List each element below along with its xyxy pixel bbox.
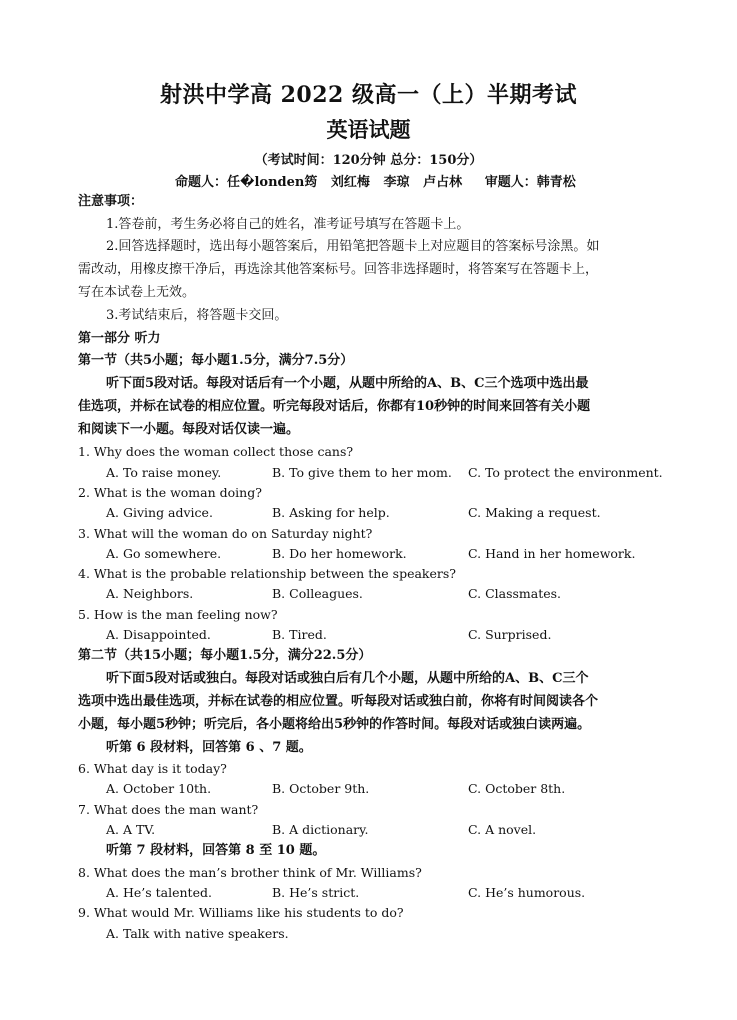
- question-7-option-c: C. A novel.: [468, 822, 537, 837]
- question-9: 9. What would Mr. Williams like his students to do?: [78, 905, 404, 920]
- question-5-option-c: C. Surprised.: [468, 627, 552, 642]
- section1-heading: 第一节（共5小题；每小题1.5分，满分7.5分）: [78, 353, 354, 368]
- notice-item-2-line-2: 需改动，用橡皮擦干净后，再选涂其他答案标号。回答非选择题时，将答案写在答题卡上，: [78, 262, 599, 277]
- question-6: 6. What day is it today?: [78, 761, 227, 776]
- question-4-option-a: A. Neighbors.: [106, 586, 194, 601]
- question-3-option-a: A. Go somewhere.: [106, 546, 222, 561]
- section2-instruction-line-1: 听下面5段对话或独白。每段对话或独白后有几个小题，从题中所给的A、B、C三个: [106, 671, 589, 686]
- notice-item-2-line-1: 2.回答选择题时，选出每小题答案后，用铅笔把答题卡上对应题目的答案标号涂黑。如: [106, 239, 600, 254]
- question-5-option-a: A. Disappointed.: [106, 627, 211, 642]
- question-4: 4. What is the probable relationship between the speakers?: [78, 566, 456, 581]
- exam-title: 射洪中学高 2022 级高一（上）半期考试: [159, 82, 578, 108]
- section1-instruction-line-2: 佳选项，并标在试卷的相应位置。听完每段对话后，你都有10秒钟的时间来回答有关小题: [78, 399, 591, 414]
- question-2-option-b: B. Asking for help.: [272, 505, 390, 520]
- question-7-option-b: B. A dictionary.: [272, 822, 369, 837]
- section2-instruction-line-2: 选项中选出最佳选项，并标在试卷的相应位置。听每段对话或独白前，你将有时间阅读各个: [78, 694, 599, 709]
- part1-heading: 第一部分 听力: [78, 331, 161, 346]
- question-2-option-a: A. Giving advice.: [106, 505, 213, 520]
- notice-item-2-line-3: 写在本试卷上无效。: [78, 285, 196, 300]
- section1-instruction-line-1: 听下面5段对话。每段对话后有一个小题，从题中所给的A、B、C三个选项中选出最: [106, 376, 589, 391]
- section2-heading: 第二节（共15小题；每小题1.5分，满分22.5分）: [78, 648, 372, 663]
- question-8-option-c: C. He’s humorous.: [468, 885, 586, 900]
- question-6-option-c: C. October 8th.: [468, 781, 566, 796]
- section1-instruction-line-3: 和阅读下一小题。每段对话仅读一遍。: [78, 422, 300, 437]
- question-1: 1. Why does the woman collect those cans?: [78, 444, 354, 459]
- question-3-option-b: B. Do her homework.: [272, 546, 407, 561]
- question-1-option-b: B. To give them to her mom.: [272, 465, 452, 480]
- exam-info: （考试时间：120分钟 总分：150分）: [254, 153, 483, 168]
- question-7: 7. What does the man want?: [78, 802, 259, 817]
- question-2-option-c: C. Making a request.: [468, 505, 601, 520]
- question-1-option-a: A. To raise money.: [106, 465, 222, 480]
- question-1-option-c: C. To protect the environment.: [468, 465, 663, 480]
- question-8-option-b: B. He’s strict.: [272, 885, 360, 900]
- question-6-option-b: B. October 9th.: [272, 781, 370, 796]
- material-6-heading: 听第 6 段材料，回答第 6 、7 题。: [106, 740, 312, 755]
- notice-item-1: 1.答卷前，考生务必将自己的姓名，准考证号填写在答题卡上。: [106, 217, 470, 232]
- question-3: 3. What will the woman do on Saturday night?: [78, 526, 373, 541]
- question-8: 8. What does the man’s brother think of Mr. Williams?: [78, 865, 422, 880]
- question-7-option-a: A. A TV.: [106, 822, 156, 837]
- question-5: 5. How is the man feeling now?: [78, 607, 278, 622]
- notice-item-3: 3.考试结束后，将答题卡交回。: [106, 308, 288, 323]
- question-6-option-a: A. October 10th.: [106, 781, 212, 796]
- section2-instruction-line-3: 小题，每小题5秒钟；听完后，各小题将给出5秒钟的作答时间。每段对话或独白读两遍。: [78, 717, 591, 732]
- question-2: 2. What is the woman doing?: [78, 485, 262, 500]
- question-5-option-b: B. Tired.: [272, 627, 327, 642]
- authors-line: 命题人：任�londen筠 刘红梅 李琼 卢占林 审题人：韩青松: [175, 175, 576, 190]
- question-8-option-a: A. He’s talented.: [106, 885, 212, 900]
- notice-heading: 注意事项：: [78, 194, 144, 209]
- question-4-option-b: B. Colleagues.: [272, 586, 363, 601]
- question-9-option-a: A. Talk with native speakers.: [106, 926, 289, 941]
- question-4-option-c: C. Classmates.: [468, 586, 562, 601]
- material-7-heading: 听第 7 段材料，回答第 8 至 10 题。: [106, 843, 326, 858]
- subject-title: 英语试题: [326, 117, 411, 142]
- question-3-option-c: C. Hand in her homework.: [468, 546, 636, 561]
